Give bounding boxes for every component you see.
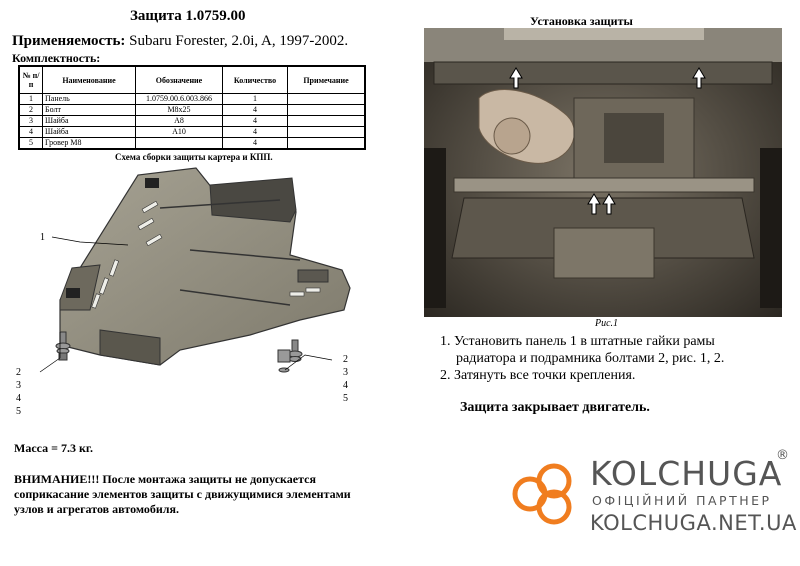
brand-website: KOLCHUGA.NET.UA <box>590 511 797 535</box>
table-cell: Болт <box>43 105 136 116</box>
col-note: Примечание <box>288 66 366 94</box>
step-line: радиатора и подрамника болтами 2, рис. 1, 2. <box>456 351 725 366</box>
warning-block <box>14 472 351 517</box>
scheme-label-right: 5 <box>343 393 348 404</box>
table-cell: 4 <box>223 105 288 116</box>
table-cell <box>288 116 366 127</box>
table-cell: A8 <box>136 116 223 127</box>
fastener-stack-right <box>278 340 332 372</box>
table-cell: Панель <box>43 94 136 105</box>
scheme-caption: Схема сборки защиты картера и КПП. <box>115 152 273 162</box>
table-cell: 1 <box>223 94 288 105</box>
warning-line: соприкасание элементов защиты с движущимися элементами <box>14 487 351 501</box>
installation-photo <box>424 28 782 317</box>
table-cell: 4 <box>223 116 288 127</box>
table-cell: Гровер M8 <box>43 138 136 150</box>
table-row <box>19 127 365 138</box>
table-cell: 4 <box>223 127 288 138</box>
protects-note: Защита закрывает двигатель. <box>460 400 650 415</box>
applicability-line <box>12 33 348 50</box>
col-name: Наименование <box>43 66 136 94</box>
table-cell: 4 <box>19 127 43 138</box>
document-title: Защита 1.0759.00 <box>130 8 246 24</box>
table-cell: 4 <box>223 138 288 150</box>
scheme-label-left: 2 <box>16 367 21 378</box>
assembly-scheme-drawing <box>0 160 420 435</box>
mount-bracket <box>298 270 328 282</box>
applicability-label: Применяемость: <box>12 33 126 49</box>
col-quantity: Количество <box>223 66 288 94</box>
table-row <box>19 94 365 105</box>
scheme-label-left: 5 <box>16 406 21 417</box>
brand-name: KOLCHUGA <box>590 454 783 493</box>
kit-label: Комплектность: <box>12 51 101 65</box>
applicability-value: Subaru Forester, 2.0i, A, 1997-2002. <box>129 33 349 49</box>
installation-title: Установка защиты <box>530 14 633 28</box>
scheme-label-right: 2 <box>343 354 348 365</box>
kolchuga-logo-icon <box>508 455 586 533</box>
fastener-stack-left <box>40 332 70 372</box>
table-cell: M8x25 <box>136 105 223 116</box>
table-cell: 2 <box>19 105 43 116</box>
brand-partner: ОФІЦІЙНИЙ ПАРТНЕР <box>592 493 772 508</box>
table-cell: Шайба <box>43 127 136 138</box>
scheme-label-right: 3 <box>343 367 348 378</box>
step-line: 1. Установить панель 1 в штатные гайки рамы <box>440 334 715 349</box>
col-designation: Обозначение <box>136 66 223 94</box>
table-cell <box>288 105 366 116</box>
table-row <box>19 105 365 116</box>
table-row <box>19 138 365 150</box>
table-cell: 3 <box>19 116 43 127</box>
table-cell <box>288 138 366 150</box>
installation-steps <box>440 333 724 384</box>
table-cell: Шайба <box>43 116 136 127</box>
skid-plate-side-flap <box>210 178 296 222</box>
table-cell: 5 <box>19 138 43 150</box>
scheme-label-panel: 1 <box>40 232 45 243</box>
col-number: № п/п <box>19 66 43 94</box>
mount-bracket <box>145 178 159 188</box>
warning-line: ВНИМАНИЕ!!! После монтажа защиты не допускается <box>14 472 316 486</box>
parts-table-header <box>19 66 365 94</box>
step-line: 2. Затянуть все точки крепления. <box>440 368 636 383</box>
scheme-label-left: 4 <box>16 393 21 404</box>
table-cell: 1.0759.00.6.003.866 <box>136 94 223 105</box>
mount-bracket <box>66 288 80 298</box>
scheme-label-right: 4 <box>343 380 348 391</box>
parts-table <box>18 65 366 150</box>
table-cell: A10 <box>136 127 223 138</box>
table-row <box>19 116 365 127</box>
table-cell <box>288 94 366 105</box>
mass-line: Масса = 7.3 кг. <box>14 441 93 455</box>
warning-line: узлов и агрегатов автомобиля. <box>14 502 179 516</box>
figure-caption: Рис.1 <box>595 318 619 329</box>
table-cell: 1 <box>19 94 43 105</box>
table-cell <box>288 127 366 138</box>
registered-mark: ® <box>776 448 789 463</box>
scheme-label-left: 3 <box>16 380 21 391</box>
table-cell <box>136 138 223 150</box>
